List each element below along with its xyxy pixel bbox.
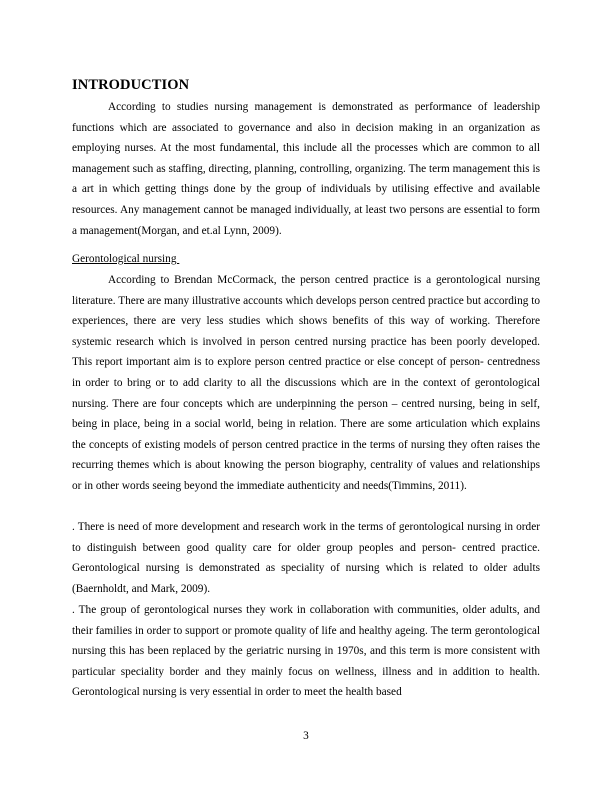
subheading-gerontological-nursing: Gerontological nursing bbox=[72, 253, 180, 265]
paragraph-gerontological-nurses: . The group of gerontological nurses they work in collaboration with communities, older adults, and their families in order to support or promote quality of life and healthy ageing. The term gerontological nursing this has been replaced by the geriatric nursing in 1970s, and this term is more consistent with particular speciality border and they mainly focus on wellness, illness and in addition to health. Gerontological nursing is very essential in order to meet the health based bbox=[72, 604, 540, 699]
paragraph-person-centred-practice: According to Brendan McCormack, the person centred practice is a gerontological nursing literature. There are many illustrative accounts which develops person centred practice but according to experiences, there are very less studies which shows benefits of this way of working. Therefore systemic research which is involved in person centred nursing practice has been poorly developed. This report important aim is to explore person centred practice or else concept of person- centredness in order to bring or to add clarity to all the discussions which are in the context of gerontological nursing. There are four concepts which are underpinning the person – centred nursing, being in self, being in place, being in a social world, being in relation. There are some articulation which explains the concepts of existing models of person centred practice in the terms of nursing they often raises the recurring themes which is about knowing the person biography, centrality of values and relationships or in other words seeing beyond the immediate authenticity and needs(Timmins, 2011). bbox=[72, 274, 540, 492]
page-number: 3 bbox=[303, 730, 309, 742]
intro-paragraph: According to studies nursing management is demonstrated as performance of leadership functions which are associated to governance and also in decision making in an organization as employing nurses. At the most fundamental, this include all the processes which are common to all management such as staffing, directing, planning, controlling, organizing. The term management this is a art in which getting things done by the group of individuals by utilising effective and available resources. Any management cannot be managed individually, at least two persons are essential to form a management(Morgan, and et.al Lynn, 2009). bbox=[72, 101, 540, 237]
paragraph-development-research: . There is need of more development and research work in the terms of gerontological nursing in order to distinguish between good quality care for older group peoples and person- centred practice. Gerontological nursing is demonstrated as speciality of nursing which is related to older adults (Baernholdt, and Mark, 2009). bbox=[72, 521, 540, 595]
section-heading: INTRODUCTION bbox=[72, 77, 190, 93]
